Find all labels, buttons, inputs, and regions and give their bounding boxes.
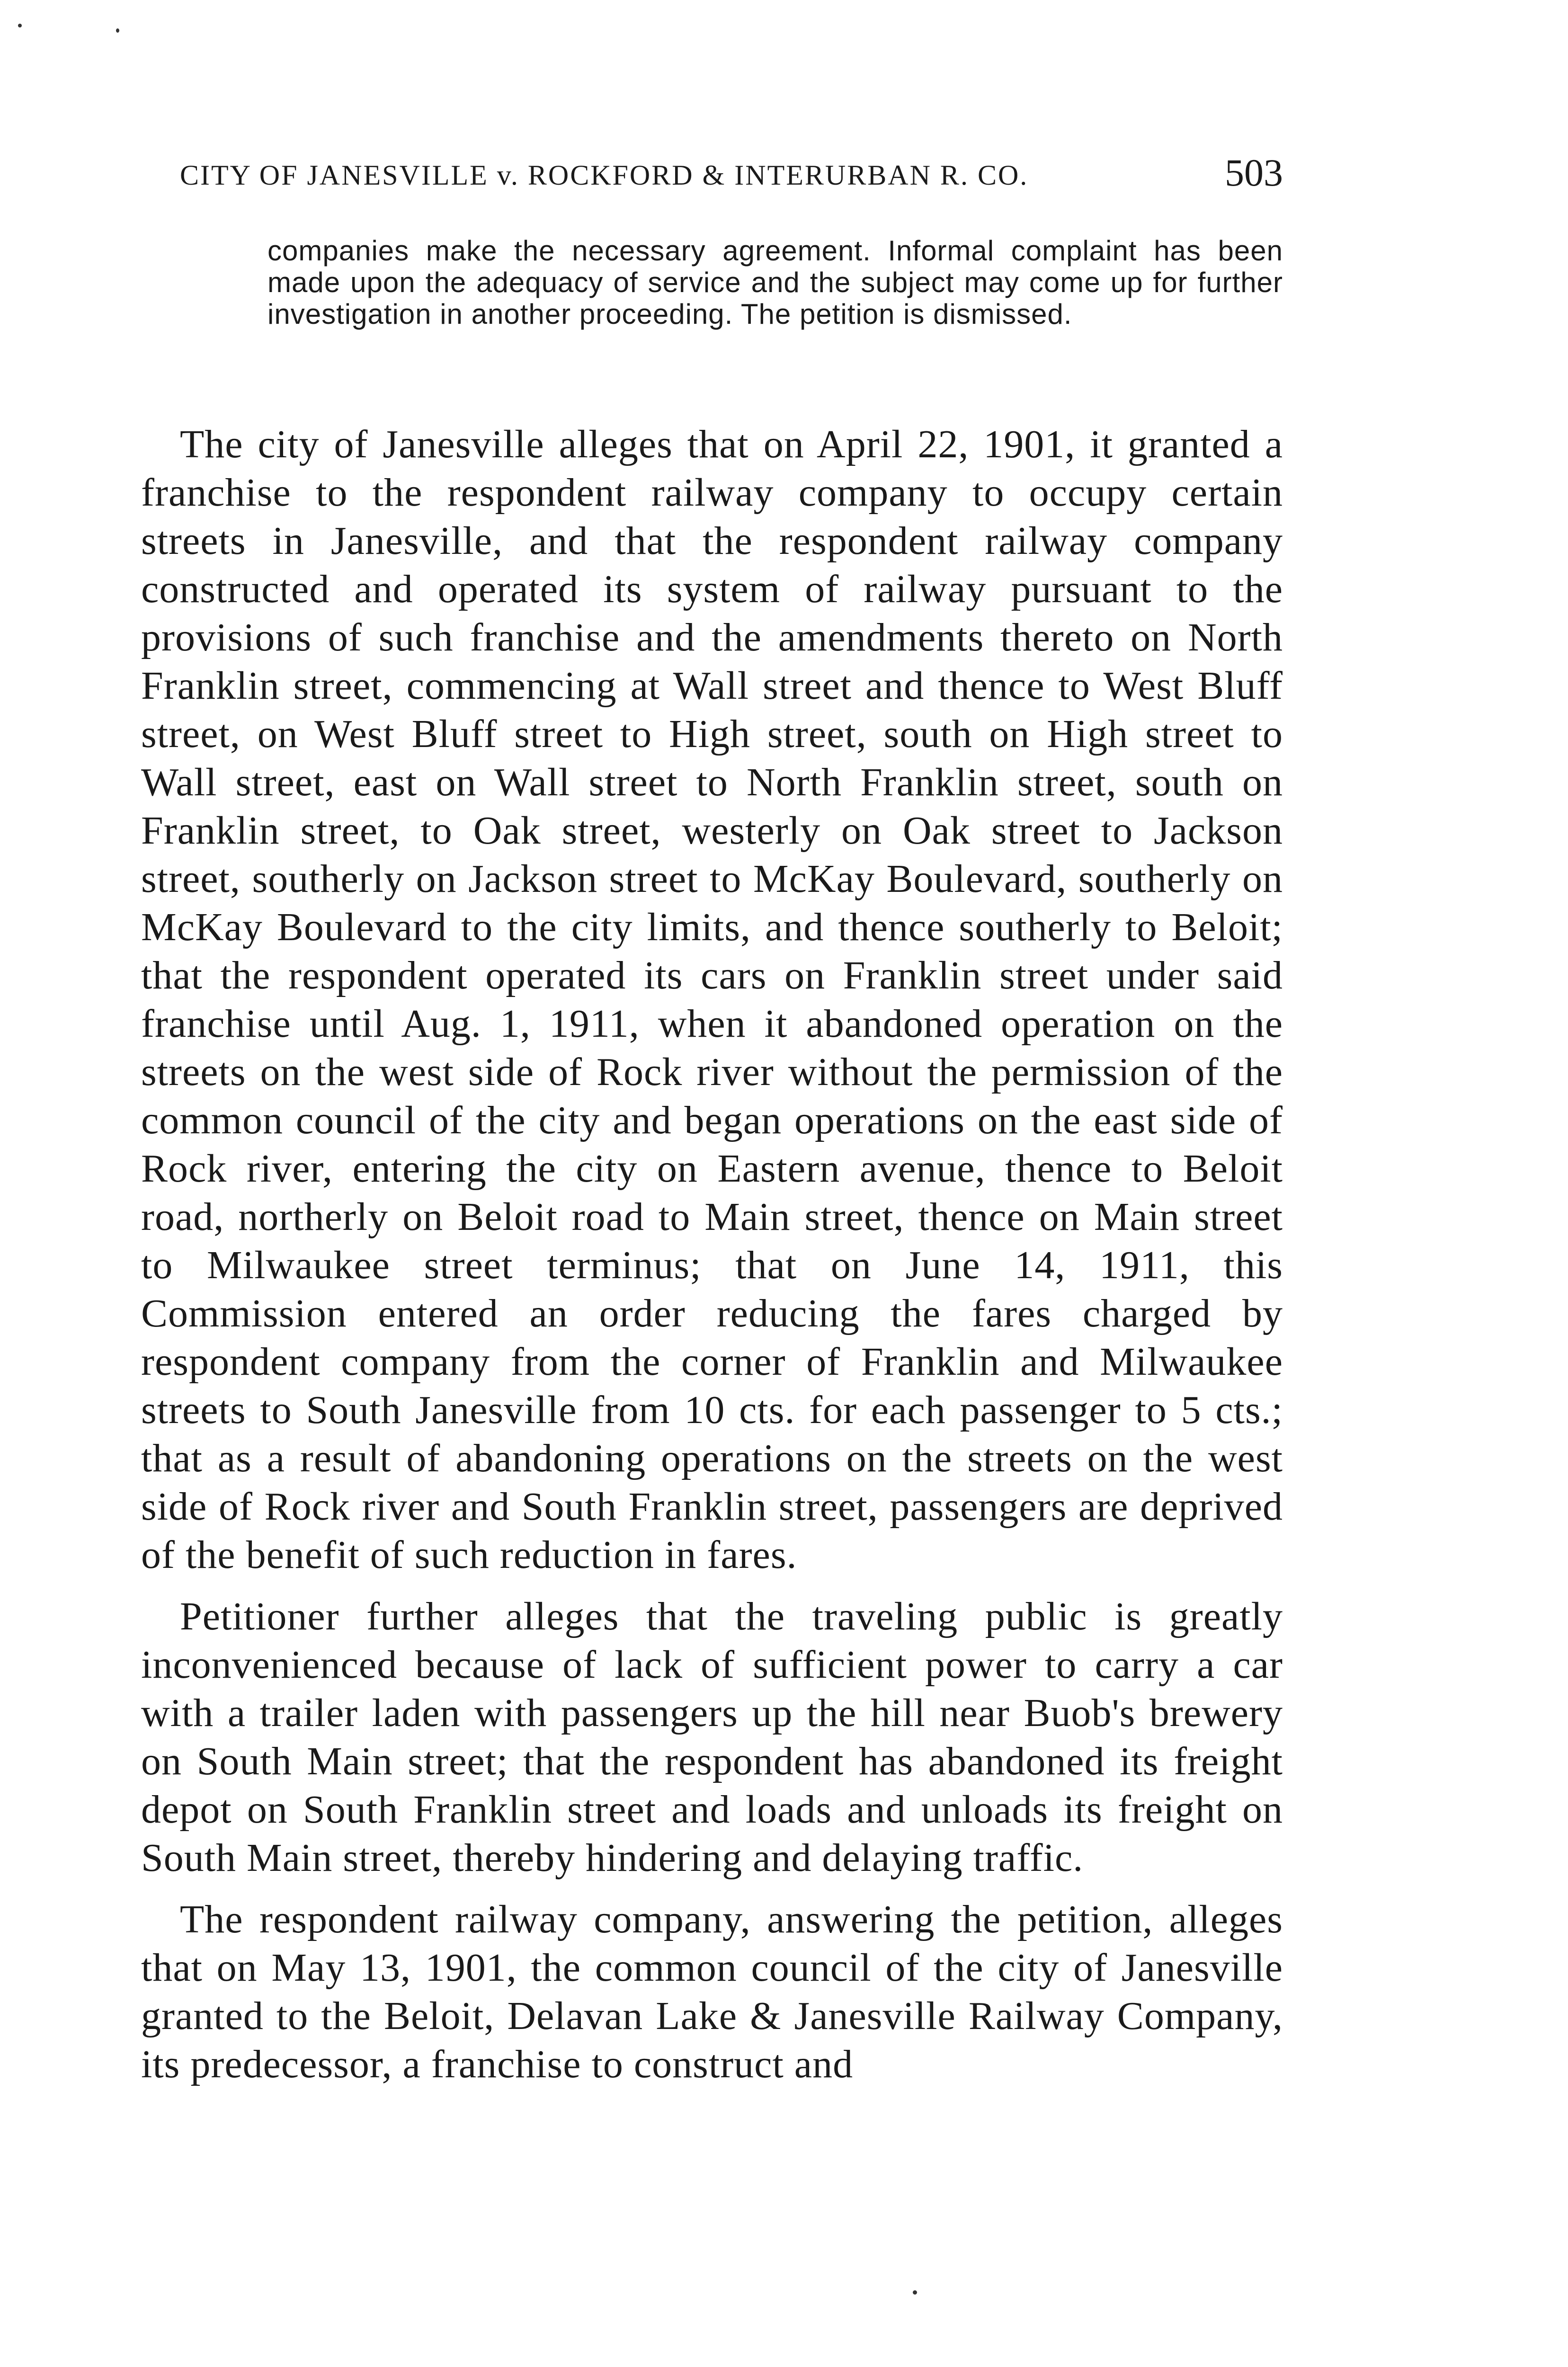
page-number: 503 (1225, 151, 1283, 194)
paragraph-3: The respondent railway company, answering the petition, alleges that on May 13, 1901, the common council of the city of Janesville granted to the Beloit, Delavan Lake & Janesville Railway Company, its predecessor, a franchise to construct and (141, 1897, 1283, 2086)
paragraph-2: Petitioner further alleges that the traveling public is greatly inconvenienced because of lack of sufficient power to carry a car with a trailer laden with passengers up the hill near Buob's brewery on South Main street; that the respondent has abandoned its freight depot on South Franklin street and loads and unloads its freight on South Main street, thereby hindering and delaying traffic. (141, 1594, 1283, 1880)
running-head (180, 151, 1283, 207)
scan-speck (913, 2290, 917, 2295)
body-text (141, 420, 1283, 2102)
scan-speck (18, 24, 22, 27)
running-head-title: CITY OF JANESVILLE v. ROCKFORD & INTERURBAN R. CO. (180, 160, 1029, 191)
paragraph-1: The city of Janesville alleges that on April 22, 1901, it granted a franchise to the respondent railway company to occupy certain streets in Janesville, and that the respondent railway company constructed and operated its system of railway pursuant to the provisions of such franchise and the amendments thereto on North Franklin street, commencing at Wall street and thence to West Bluff street, on West Bluff street to High street, south on High street to Wall street, east on Wall street to North Franklin street, south on Franklin street, to Oak street, westerly on Oak street to Jackson street, southerly on Jackson street to McKay Boulevard, southerly on McKay Boulevard to the city limits, and thence southerly to Beloit; that the respondent operated its cars on Franklin street under said franchise until Aug. 1, 1911, when it abandoned operation on the streets on the west side of Rock river without the permission of the common council of the city and began operations on the east side of Rock river, entering the city on Eastern avenue, thence to Beloit road, northerly on Beloit road to Main street, thence on Main street to Milwaukee street terminus; that on June 14, 1911, this Commission entered an order reducing the fares charged by respondent company from the corner of Franklin and Milwaukee streets to South Janesville from 10 cts. for each passenger to 5 cts.; that as a result of abandoning operations on the streets on the west side of Rock river and South Franklin street, passengers are deprived of the benefit of such reduction in fares. (141, 422, 1283, 1577)
headnote: companies make the necessary agreement. Informal complaint has been made upon the adequacy of service and the subject may come up for further investigation in another proceeding. The petition is dismissed. (267, 235, 1283, 330)
scan-speck (116, 28, 119, 33)
